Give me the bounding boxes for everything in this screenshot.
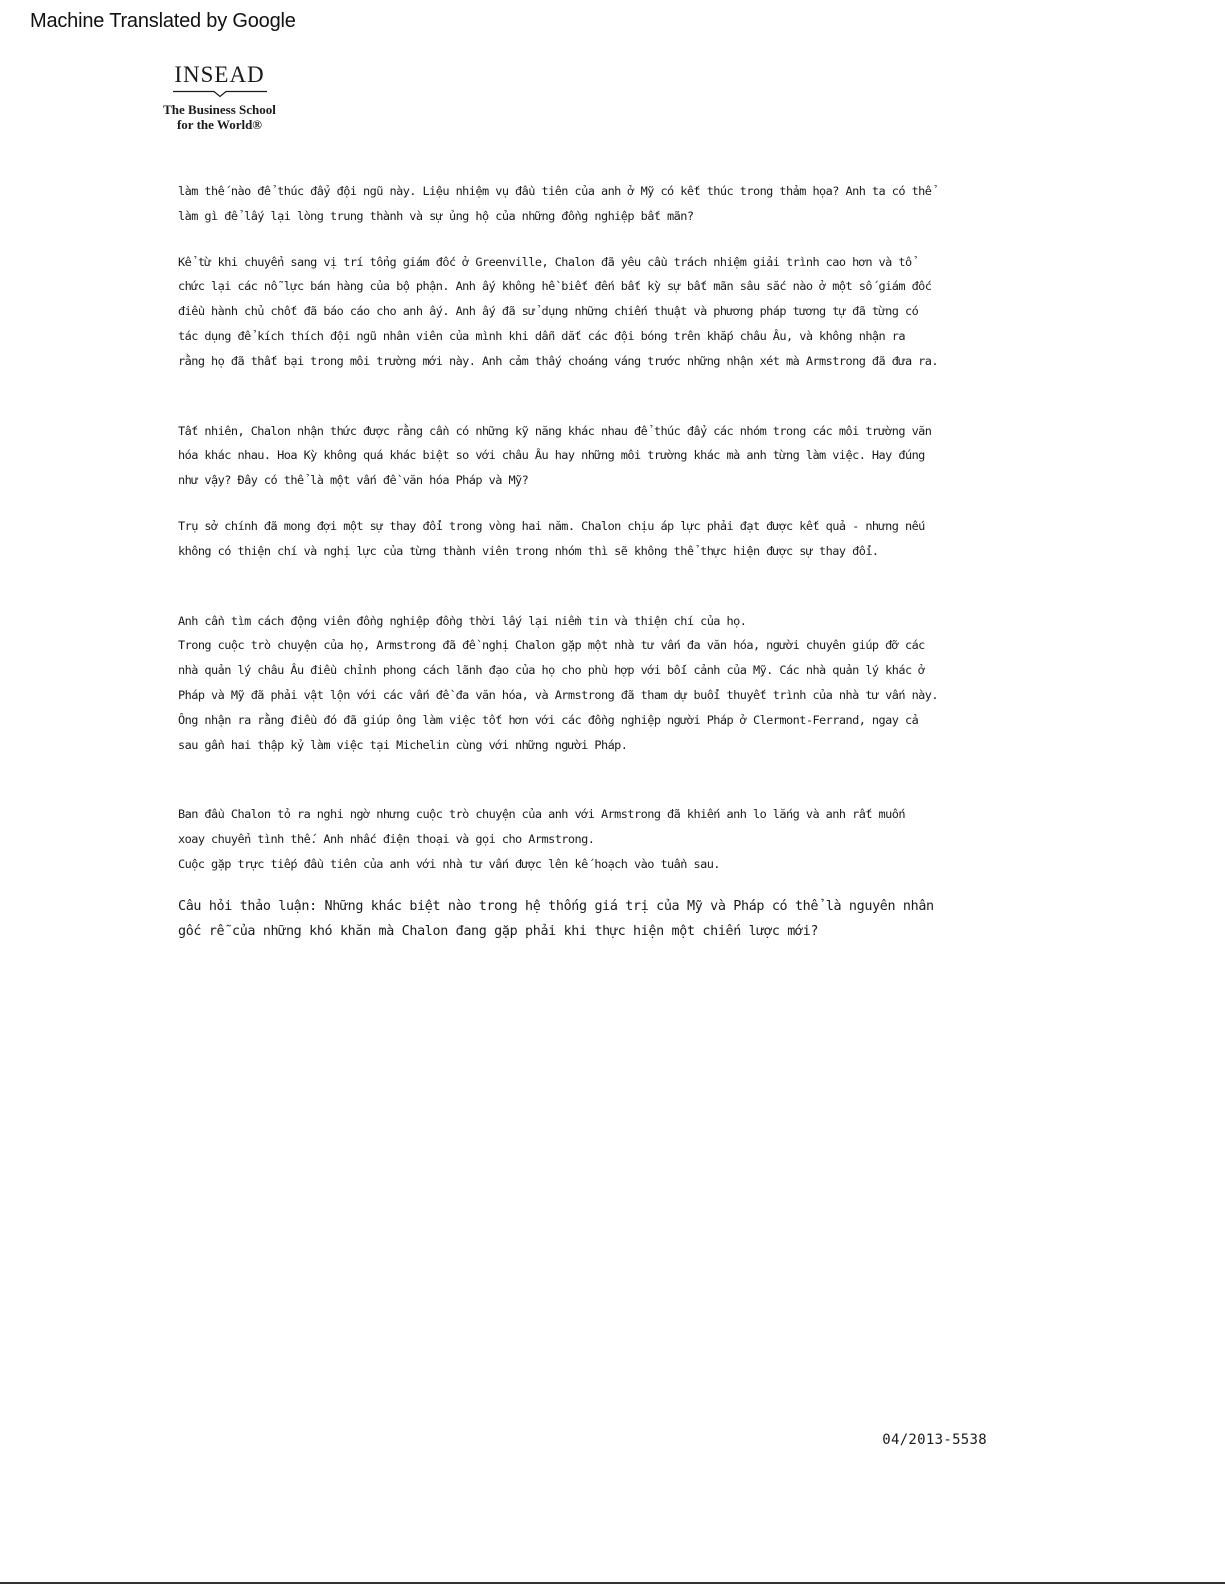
text-line: Cuộc gặp trực tiếp đầu tiên của anh với nhà tư vấn được lên kế hoạch vào tuần sau. [178, 856, 720, 871]
logo-name: INSEAD [174, 62, 265, 87]
text-line: Pháp và Mỹ đã phải vật lộn với các vấn đề đa văn hóa, và Armstrong đã tham dự buổi thuyết trình của nhà tư vấn này. [178, 687, 939, 702]
text-line: nhà quản lý châu Âu điều chỉnh phong cách lãnh đạo của họ cho phù hợp với bối cảnh của Mỹ. Các nhà quản lý khác ở [178, 663, 925, 678]
document-code: 04/2013-5538 [882, 1432, 987, 1448]
text-line: điều hành chủ chốt đã báo cáo cho anh ấy. Anh ấy đã sử dụng những chiến thuật và phương pháp tương tự đã từng có [178, 304, 919, 319]
text-line: làm gì để lấy lại lòng trung thành và sự ủng hộ của những đồng nghiệp bất mãn? [178, 208, 694, 223]
document-body [178, 179, 1008, 944]
logo-chevron-rule [172, 90, 268, 98]
text-line: Tất nhiên, Chalon nhận thức được rằng cần có những kỹ năng khác nhau để thúc đẩy các nhóm trong các môi trường văn [178, 423, 932, 438]
text-line: sau gần hai thập kỷ làm việc tại Michelin cùng với những người Pháp. [178, 737, 628, 752]
text-line: xoay chuyển tình thế. Anh nhấc điện thoại và gọi cho Armstrong. [178, 832, 595, 847]
paragraph [178, 250, 1008, 374]
text-line: không có thiện chí và nghị lực của từng thành viên trong nhóm thì sẽ không thể thực hiện được sự thay đổi. [178, 543, 879, 558]
text-line: Ông nhận ra rằng điều đó đã giúp ông làm việc tốt hơn với các đồng nghiệp người Pháp ở Clermont-Ferrand, ngay cả [178, 712, 919, 727]
page-bottom-rule [0, 1582, 1225, 1584]
discussion-question [178, 895, 1008, 945]
text-line: hóa khác nhau. Hoa Kỳ không quá khác biệt so với châu Âu hay những môi trường khác mà anh từng làm việc. Hay đúng [178, 448, 925, 463]
machine-translation-banner: Machine Translated by Google [30, 10, 296, 32]
logo-tagline-line-2: for the World® [176, 117, 263, 132]
insead-logo [152, 62, 287, 132]
text-line: tác dụng để kích thích đội ngũ nhân viên của mình khi dẫn dắt các đội bóng trên khắp châu Âu, và không nhận ra [178, 328, 905, 343]
text-line: Ban đầu Chalon tỏ ra nghi ngờ nhưng cuộc trò chuyện của anh với Armstrong đã khiến anh lo lắng và anh rất muốn [178, 807, 905, 822]
question-line: Câu hỏi thảo luận: Những khác biệt nào trong hệ thống giá trị của Mỹ và Pháp có thể là nguyên nhân [178, 898, 934, 914]
paragraph [178, 802, 1008, 876]
paragraph [178, 179, 1008, 229]
paragraph [178, 514, 1008, 564]
text-line: Trong cuộc trò chuyện của họ, Armstrong đã đề nghị Chalon gặp một nhà tư vấn đa văn hóa, người chuyên giúp đỡ các [178, 638, 925, 653]
paragraph [178, 609, 1008, 758]
text-line: làm thế nào để thúc đẩy đội ngũ này. Liệu nhiệm vụ đầu tiên của anh ở Mỹ có kết thúc trong thảm họa? Anh ta có thể [178, 184, 932, 198]
paragraph [178, 419, 1008, 493]
question-line: gốc rễ của những khó khăn mà Chalon đang gặp phải khi thực hiện một chiến lược mới? [178, 923, 819, 939]
text-line: rằng họ đã thất bại trong môi trường mới này. Anh cảm thấy choáng váng trước những nhận xét mà Armstrong đã đưa ra. [178, 353, 939, 368]
text-line: Kể từ khi chuyển sang vị trí tổng giám đốc ở Greenville, Chalon đã yêu cầu trách nhiệm giải trình cao hơn và tổ [178, 254, 912, 269]
text-line: chức lại các nỗ lực bán hàng của bộ phận. Anh ấy không hề biết đến bất kỳ sự bất mãn sâu sắc nào ở một số giám đốc [178, 279, 932, 294]
logo-tagline-line-1: The Business School [163, 102, 276, 117]
text-line: Trụ sở chính đã mong đợi một sự thay đổi trong vòng hai năm. Chalon chịu áp lực phải đạt được kết quả - nhưng nếu [178, 518, 925, 533]
text-line: như vậy? Đây có thể là một vấn đề văn hóa Pháp và Mỹ? [178, 473, 529, 488]
text-line: Anh cần tìm cách động viên đồng nghiệp đồng thời lấy lại niềm tin và thiện chí của họ. [178, 613, 747, 628]
